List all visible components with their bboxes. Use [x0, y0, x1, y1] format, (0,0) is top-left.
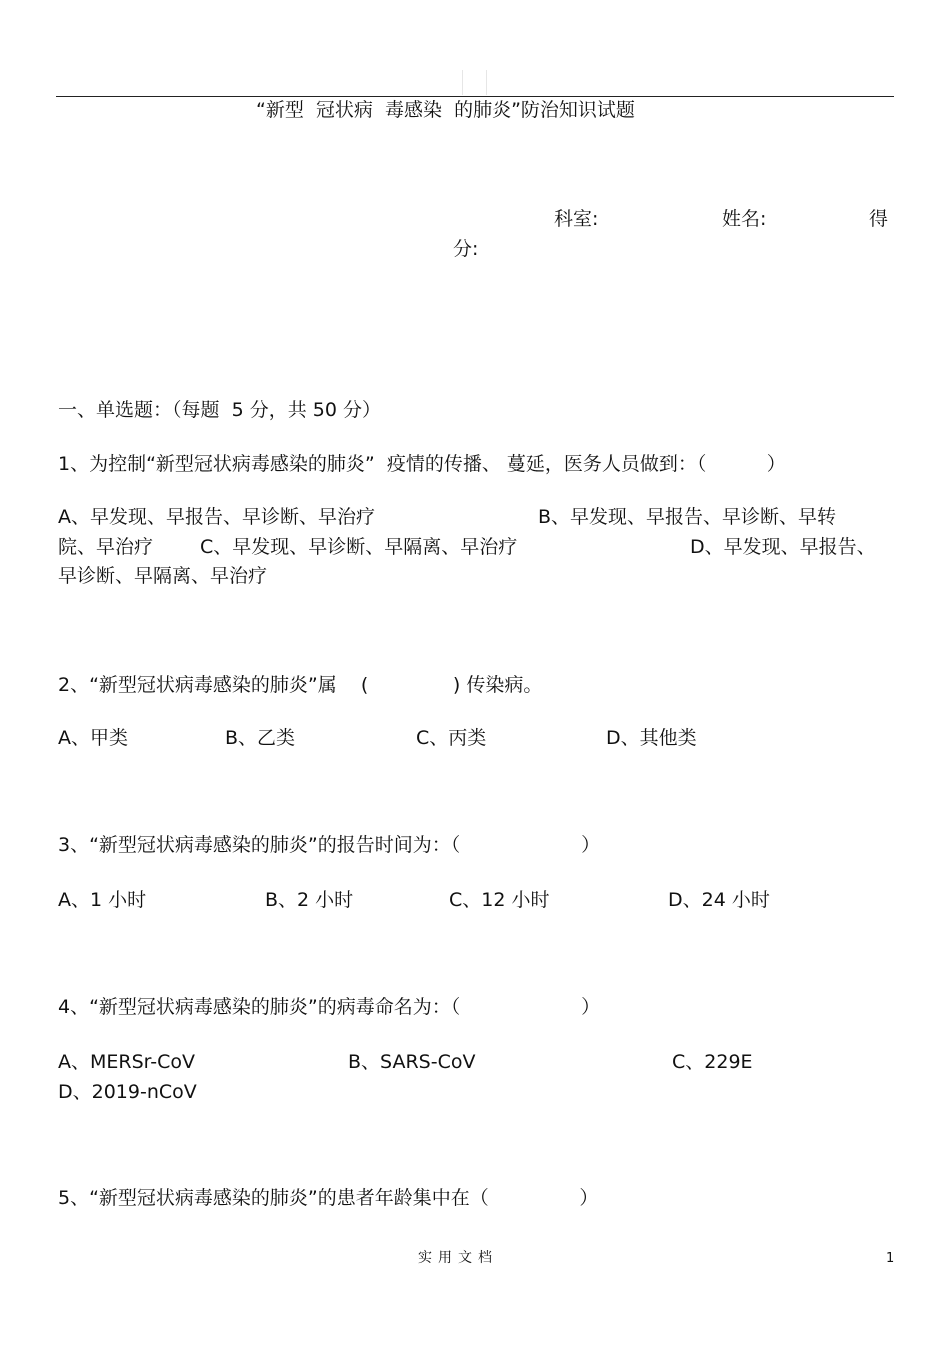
header-mark-right [486, 70, 487, 95]
dept-label: 科室: [554, 208, 599, 230]
question-4-stem: 4、“新型冠状病毒感染的肺炎”的病毒命名为：（ ） [58, 996, 601, 1018]
q4-option-c: C、229E [672, 1051, 753, 1073]
q4-option-a: A、MERSr-CoV [58, 1051, 195, 1073]
q1-option-c: C、早发现、早诊断、早隔离、早治疗 [200, 536, 518, 558]
q1-option-d: D、早发现、早报告、 [690, 536, 876, 558]
q2-option-c: C、丙类 [416, 727, 487, 749]
header-rule [56, 96, 894, 97]
q2-option-a: A、甲类 [58, 727, 128, 749]
page-number: 1 [886, 1251, 895, 1266]
q4-option-b: B、SARS-CoV [348, 1051, 476, 1073]
q1-option-a: A、早发现、早报告、早诊断、早治疗 [58, 506, 375, 528]
q4-option-d: D、2019-nCoV [58, 1081, 197, 1103]
q2-option-d: D、其他类 [606, 727, 697, 749]
footer-label: 实用文档 [418, 1250, 498, 1266]
q1-option-d-continued: 早诊断、早隔离、早治疗 [58, 565, 268, 587]
document-title: “新型 冠状病 毒感染 的肺炎”防治知识试题 [256, 99, 635, 121]
question-2-stem: 2、“新型冠状病毒感染的肺炎”属 ( ) 传染病。 [58, 674, 543, 696]
q3-option-b: B、2 小时 [265, 889, 354, 911]
question-1-stem: 1、为控制“新型冠状病毒感染的肺炎” 疫情的传播、 蔓延，医务人员做到：（ ） [58, 453, 786, 475]
question-5-stem: 5、“新型冠状病毒感染的肺炎”的患者年龄集中在（ ） [58, 1187, 599, 1209]
q2-option-b: B、乙类 [225, 727, 296, 749]
q3-option-d: D、24 小时 [668, 889, 770, 911]
score-label-part2: 分: [453, 238, 479, 260]
q1-option-b: B、早发现、早报告、早诊断、早转 [538, 506, 837, 528]
q3-option-a: A、1 小时 [58, 889, 147, 911]
header-mark-left [462, 70, 463, 95]
score-label-part1: 得 [869, 208, 889, 230]
name-label: 姓名: [722, 208, 767, 230]
question-3-stem: 3、“新型冠状病毒感染的肺炎”的报告时间为：（ ） [58, 834, 601, 856]
section-heading: 一、单选题：（每题 5 分，共 50 分） [58, 399, 381, 421]
q3-option-c: C、12 小时 [449, 889, 550, 911]
q1-option-b-continued: 院、早治疗 [58, 536, 154, 558]
